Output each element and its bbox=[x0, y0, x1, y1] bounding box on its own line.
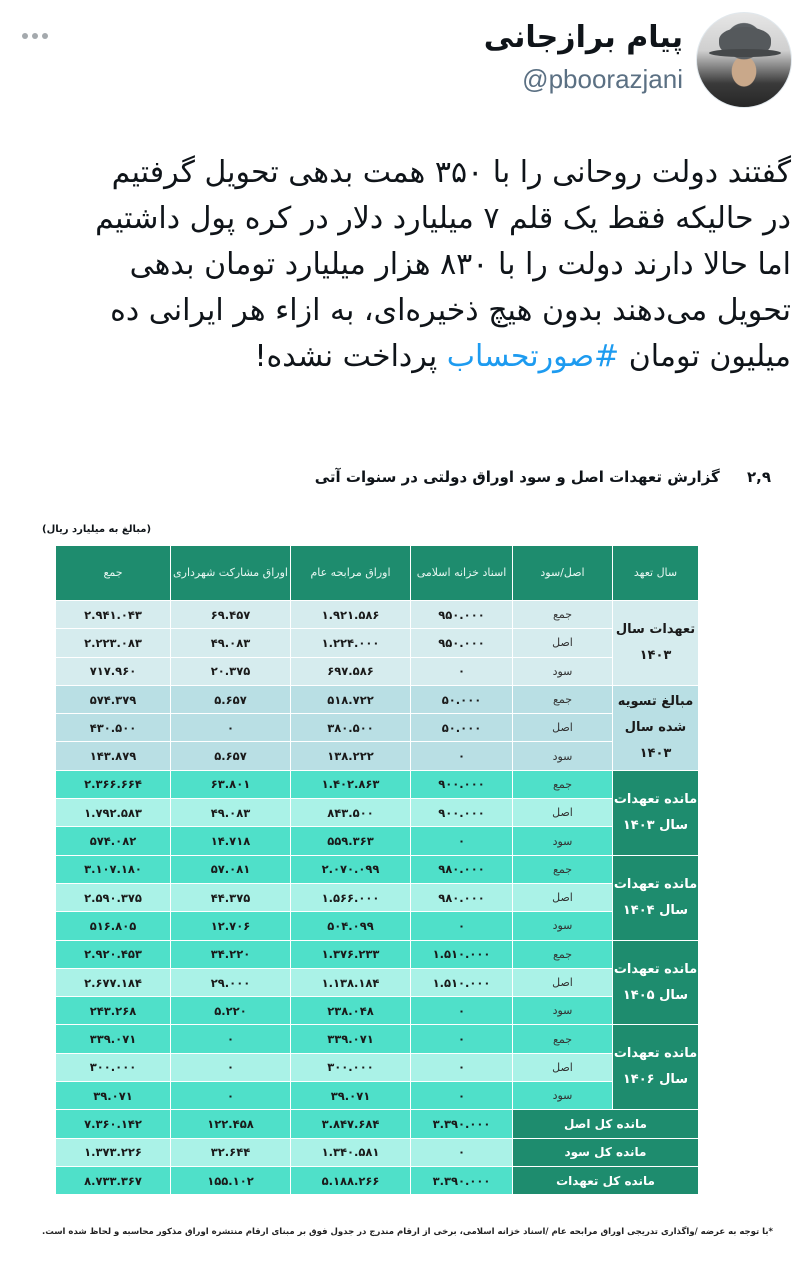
cell-morabeheh: ۱.۵۶۶.۰۰۰ bbox=[291, 883, 411, 911]
tweet-line: در حالیکه فقط یک قلم ۷ میلیارد دلار در کره پول داشتیم bbox=[95, 201, 791, 236]
cell-asnad: ۳.۳۹۰.۰۰۰ bbox=[411, 1166, 513, 1194]
table-row bbox=[56, 685, 699, 713]
more-horizontal-icon bbox=[22, 33, 28, 39]
row-type: جمع bbox=[513, 685, 613, 713]
row-type: اصل bbox=[513, 968, 613, 996]
cell-mosharekat: ۵۷.۰۸۱ bbox=[171, 855, 291, 883]
cell-mosharekat: ۰ bbox=[171, 1082, 291, 1110]
table-row bbox=[56, 714, 699, 742]
group-label-line: مانده تعهدات bbox=[613, 876, 698, 892]
tweet-line: اما حالا دارند دولت را با ۸۳۰ هزار میلیارد تومان بدهی bbox=[129, 247, 791, 282]
group-label-line: سال ۱۴۰۶ bbox=[622, 1072, 689, 1088]
cell-total: ۲.۶۷۷.۱۸۴ bbox=[56, 968, 171, 996]
row-type: اصل bbox=[513, 883, 613, 911]
table-row bbox=[56, 601, 699, 629]
table-row bbox=[56, 657, 699, 685]
document-title bbox=[315, 468, 771, 486]
cell-morabeheh: ۱.۱۳۸.۱۸۴ bbox=[291, 968, 411, 996]
column-header: اصل/سود bbox=[513, 546, 613, 601]
cell-asnad: ۰ bbox=[411, 997, 513, 1025]
group-label-line: سال ۱۴۰۳ bbox=[622, 817, 689, 833]
cell-mosharekat: ۵.۲۲۰ bbox=[171, 997, 291, 1025]
cell-asnad: ۰ bbox=[411, 1138, 513, 1166]
cell-morabeheh: ۲.۰۷۰.۰۹۹ bbox=[291, 855, 411, 883]
cell-morabeheh: ۳۹.۰۷۱ bbox=[291, 1082, 411, 1110]
cell-total: ۳۹.۰۷۱ bbox=[56, 1082, 171, 1110]
more-horizontal-icon bbox=[42, 33, 48, 39]
more-options-button[interactable] bbox=[22, 33, 48, 39]
cell-total: ۲.۲۲۳.۰۸۳ bbox=[56, 629, 171, 657]
cell-mosharekat: ۲۰.۳۷۵ bbox=[171, 657, 291, 685]
row-type: جمع bbox=[513, 770, 613, 798]
table-row bbox=[56, 799, 699, 827]
group-label bbox=[613, 855, 699, 940]
row-type: جمع bbox=[513, 601, 613, 629]
cell-morabeheh: ۵.۱۸۸.۲۶۶ bbox=[291, 1166, 411, 1194]
column-header: اسناد خزانه اسلامی bbox=[411, 546, 513, 601]
cell-morabeheh: ۵۱۸.۷۲۲ bbox=[291, 685, 411, 713]
cell-total: ۳.۱۰۷.۱۸۰ bbox=[56, 855, 171, 883]
row-type: جمع bbox=[513, 1025, 613, 1053]
cell-total: ۷.۳۶۰.۱۴۲ bbox=[56, 1110, 171, 1138]
cell-morabeheh: ۳۳۹.۰۷۱ bbox=[291, 1025, 411, 1053]
totals-label: مانده کل تعهدات bbox=[513, 1166, 699, 1194]
cell-mosharekat: ۴۹.۰۸۳ bbox=[171, 629, 291, 657]
row-type: سود bbox=[513, 997, 613, 1025]
cell-mosharekat: ۴۴.۳۷۵ bbox=[171, 883, 291, 911]
group-label-line: شده سال bbox=[624, 719, 687, 735]
cell-mosharekat: ۱۲۲.۴۵۸ bbox=[171, 1110, 291, 1138]
row-type: جمع bbox=[513, 855, 613, 883]
table-row bbox=[56, 1025, 699, 1053]
cell-morabeheh: ۱.۳۴۰.۵۸۱ bbox=[291, 1138, 411, 1166]
tweet-header bbox=[0, 0, 811, 120]
totals-row bbox=[56, 1110, 699, 1138]
tweet-text-fragment: میلیون تومان bbox=[619, 339, 791, 374]
cell-mosharekat: ۳۴.۲۲۰ bbox=[171, 940, 291, 968]
row-type: سود bbox=[513, 1082, 613, 1110]
cell-total: ۳۳۹.۰۷۱ bbox=[56, 1025, 171, 1053]
cell-morabeheh: ۱.۲۲۴.۰۰۰ bbox=[291, 629, 411, 657]
cell-asnad: ۰ bbox=[411, 1053, 513, 1081]
table-row bbox=[56, 968, 699, 996]
cell-total: ۲.۹۲۰.۴۵۳ bbox=[56, 940, 171, 968]
group-label bbox=[613, 770, 699, 855]
cell-asnad: ۹۸۰.۰۰۰ bbox=[411, 883, 513, 911]
group-label-line: سال ۱۴۰۵ bbox=[622, 987, 689, 1003]
avatar[interactable] bbox=[696, 12, 792, 108]
table-body bbox=[56, 601, 699, 1195]
cell-total: ۷۱۷.۹۶۰ bbox=[56, 657, 171, 685]
table-row bbox=[56, 742, 699, 770]
row-type: سود bbox=[513, 657, 613, 685]
cell-total: ۲.۹۴۱.۰۴۳ bbox=[56, 601, 171, 629]
row-type: سود bbox=[513, 742, 613, 770]
cell-morabeheh: ۱۳۸.۲۲۲ bbox=[291, 742, 411, 770]
cell-total: ۸.۷۳۳.۳۶۷ bbox=[56, 1166, 171, 1194]
group-label-line: مانده تعهدات bbox=[613, 961, 698, 977]
cell-total: ۲.۵۹۰.۳۷۵ bbox=[56, 883, 171, 911]
cell-morabeheh: ۵۰۴.۰۹۹ bbox=[291, 912, 411, 940]
cell-asnad: ۰ bbox=[411, 1025, 513, 1053]
cell-asnad: ۰ bbox=[411, 742, 513, 770]
group-label bbox=[613, 1025, 699, 1110]
cell-mosharekat: ۵.۶۵۷ bbox=[171, 742, 291, 770]
group-label bbox=[613, 940, 699, 1025]
cell-total: ۴۳۰.۵۰۰ bbox=[56, 714, 171, 742]
unit-note: (مبالغ به میلیارد ریال) bbox=[42, 524, 152, 535]
table-row bbox=[56, 940, 699, 968]
totals-row bbox=[56, 1166, 699, 1194]
cell-asnad: ۹۸۰.۰۰۰ bbox=[411, 855, 513, 883]
table-row bbox=[56, 997, 699, 1025]
tweet-line: گفتند دولت روحانی را با ۳۵۰ همت بدهی تحویل گرفتیم bbox=[111, 155, 791, 190]
cell-asnad: ۹۰۰.۰۰۰ bbox=[411, 799, 513, 827]
group-label-line: مبالغ تسویه bbox=[617, 693, 694, 709]
cell-asnad: ۳.۳۹۰.۰۰۰ bbox=[411, 1110, 513, 1138]
table-row bbox=[56, 827, 699, 855]
totals-label: مانده کل اصل bbox=[513, 1110, 699, 1138]
cell-morabeheh: ۱.۳۷۶.۲۳۳ bbox=[291, 940, 411, 968]
table-row bbox=[56, 1053, 699, 1081]
more-horizontal-icon bbox=[32, 33, 38, 39]
cell-asnad: ۱.۵۱۰.۰۰۰ bbox=[411, 940, 513, 968]
cell-asnad: ۰ bbox=[411, 827, 513, 855]
table-row bbox=[56, 883, 699, 911]
cell-total: ۱.۳۷۳.۲۲۶ bbox=[56, 1138, 171, 1166]
cell-asnad: ۰ bbox=[411, 1082, 513, 1110]
avatar-hat-brim bbox=[709, 49, 781, 57]
cell-mosharekat: ۶۳.۸۰۱ bbox=[171, 770, 291, 798]
cell-total: ۵۷۴.۰۸۲ bbox=[56, 827, 171, 855]
cell-total: ۲.۳۶۶.۶۶۴ bbox=[56, 770, 171, 798]
cell-mosharekat: ۱۲.۷۰۶ bbox=[171, 912, 291, 940]
cell-mosharekat: ۰ bbox=[171, 1025, 291, 1053]
section-number: ۲,۹ bbox=[746, 468, 771, 486]
cell-asnad: ۹۵۰.۰۰۰ bbox=[411, 601, 513, 629]
table-header-row bbox=[56, 546, 699, 601]
totals-label: مانده کل سود bbox=[513, 1138, 699, 1166]
table-row bbox=[56, 629, 699, 657]
column-header: اوراق مرابحه عام bbox=[291, 546, 411, 601]
commitments-table bbox=[55, 545, 699, 1195]
row-type: اصل bbox=[513, 629, 613, 657]
tweet-text-fragment: پرداخت نشده! bbox=[254, 339, 447, 374]
row-type: جمع bbox=[513, 940, 613, 968]
group-label-line: ۱۴۰۳ bbox=[639, 647, 672, 663]
tweet-line bbox=[16, 334, 791, 380]
cell-mosharekat: ۰ bbox=[171, 1053, 291, 1081]
tweet-text bbox=[16, 150, 791, 380]
cell-morabeheh: ۵۵۹.۳۶۳ bbox=[291, 827, 411, 855]
group-label-line: مانده تعهدات bbox=[613, 791, 698, 807]
column-header: اوراق مشارکت شهرداری bbox=[171, 546, 291, 601]
cell-mosharekat: ۱۵۵.۱۰۲ bbox=[171, 1166, 291, 1194]
cell-mosharekat: ۱۴.۷۱۸ bbox=[171, 827, 291, 855]
cell-morabeheh: ۸۴۳.۵۰۰ bbox=[291, 799, 411, 827]
cell-asnad: ۵۰.۰۰۰ bbox=[411, 714, 513, 742]
user-handle[interactable]: @pboorazjani bbox=[522, 64, 683, 94]
row-type: اصل bbox=[513, 714, 613, 742]
cell-total: ۱.۷۹۲.۵۸۳ bbox=[56, 799, 171, 827]
row-type: اصل bbox=[513, 1053, 613, 1081]
cell-mosharekat: ۶۹.۴۵۷ bbox=[171, 601, 291, 629]
group-label bbox=[613, 685, 699, 770]
cell-total: ۲۴۳.۲۶۸ bbox=[56, 997, 171, 1025]
cell-morabeheh: ۱.۹۲۱.۵۸۶ bbox=[291, 601, 411, 629]
table-row bbox=[56, 770, 699, 798]
section-title: گزارش تعهدات اصل و سود اوراق دولتی در سنوات آتی bbox=[314, 468, 720, 486]
group-label-line: سال ۱۴۰۴ bbox=[622, 902, 689, 918]
row-type: اصل bbox=[513, 799, 613, 827]
cell-mosharekat: ۴۹.۰۸۳ bbox=[171, 799, 291, 827]
cell-total: ۳۰۰.۰۰۰ bbox=[56, 1053, 171, 1081]
display-name[interactable]: پیام برازجانی bbox=[483, 20, 683, 55]
cell-asnad: ۱.۵۱۰.۰۰۰ bbox=[411, 968, 513, 996]
cell-total: ۱۴۳.۸۷۹ bbox=[56, 742, 171, 770]
cell-mosharekat: ۰ bbox=[171, 714, 291, 742]
cell-mosharekat: ۲۹.۰۰۰ bbox=[171, 968, 291, 996]
cell-morabeheh: ۳۰۰.۰۰۰ bbox=[291, 1053, 411, 1081]
cell-mosharekat: ۳۲.۶۴۴ bbox=[171, 1138, 291, 1166]
row-type: سود bbox=[513, 827, 613, 855]
footnote: *با توجه به عرضه /واگذاری تدریجی اوراق مرابحه عام /اسناد خزانه اسلامی، برخی از ارقام مندرج در جدول فوق بر مبنای ارقام منتشره اوراق مذکور محاسبه و لحاظ شده است. bbox=[41, 1227, 773, 1237]
group-label-line: تعهدات سال bbox=[615, 621, 696, 637]
cell-total: ۵۱۶.۸۰۵ bbox=[56, 912, 171, 940]
cell-morabeheh: ۳.۸۴۷.۶۸۴ bbox=[291, 1110, 411, 1138]
cell-morabeheh: ۱.۴۰۲.۸۶۳ bbox=[291, 770, 411, 798]
column-header: جمع bbox=[56, 546, 171, 601]
group-label-line: ۱۴۰۳ bbox=[639, 745, 672, 761]
table-row bbox=[56, 912, 699, 940]
hashtag-link[interactable]: #صورتحساب bbox=[446, 339, 620, 374]
column-header: سال تعهد bbox=[613, 546, 699, 601]
cell-morabeheh: ۶۹۷.۵۸۶ bbox=[291, 657, 411, 685]
cell-asnad: ۰ bbox=[411, 912, 513, 940]
cell-total: ۵۷۴.۳۷۹ bbox=[56, 685, 171, 713]
cell-morabeheh: ۲۳۸.۰۴۸ bbox=[291, 997, 411, 1025]
table-row bbox=[56, 1082, 699, 1110]
group-label bbox=[613, 601, 699, 686]
cell-asnad: ۹۰۰.۰۰۰ bbox=[411, 770, 513, 798]
table-row bbox=[56, 855, 699, 883]
cell-mosharekat: ۵.۶۵۷ bbox=[171, 685, 291, 713]
cell-asnad: ۰ bbox=[411, 657, 513, 685]
tweet-line: تحویل می‌دهند بدون هیچ ذخیره‌ای، به ازاء هر ایرانی ده bbox=[110, 293, 791, 328]
row-type: سود bbox=[513, 912, 613, 940]
cell-asnad: ۹۵۰.۰۰۰ bbox=[411, 629, 513, 657]
cell-asnad: ۵۰.۰۰۰ bbox=[411, 685, 513, 713]
totals-row bbox=[56, 1138, 699, 1166]
group-label-line: مانده تعهدات bbox=[613, 1046, 698, 1062]
cell-morabeheh: ۳۸۰.۵۰۰ bbox=[291, 714, 411, 742]
